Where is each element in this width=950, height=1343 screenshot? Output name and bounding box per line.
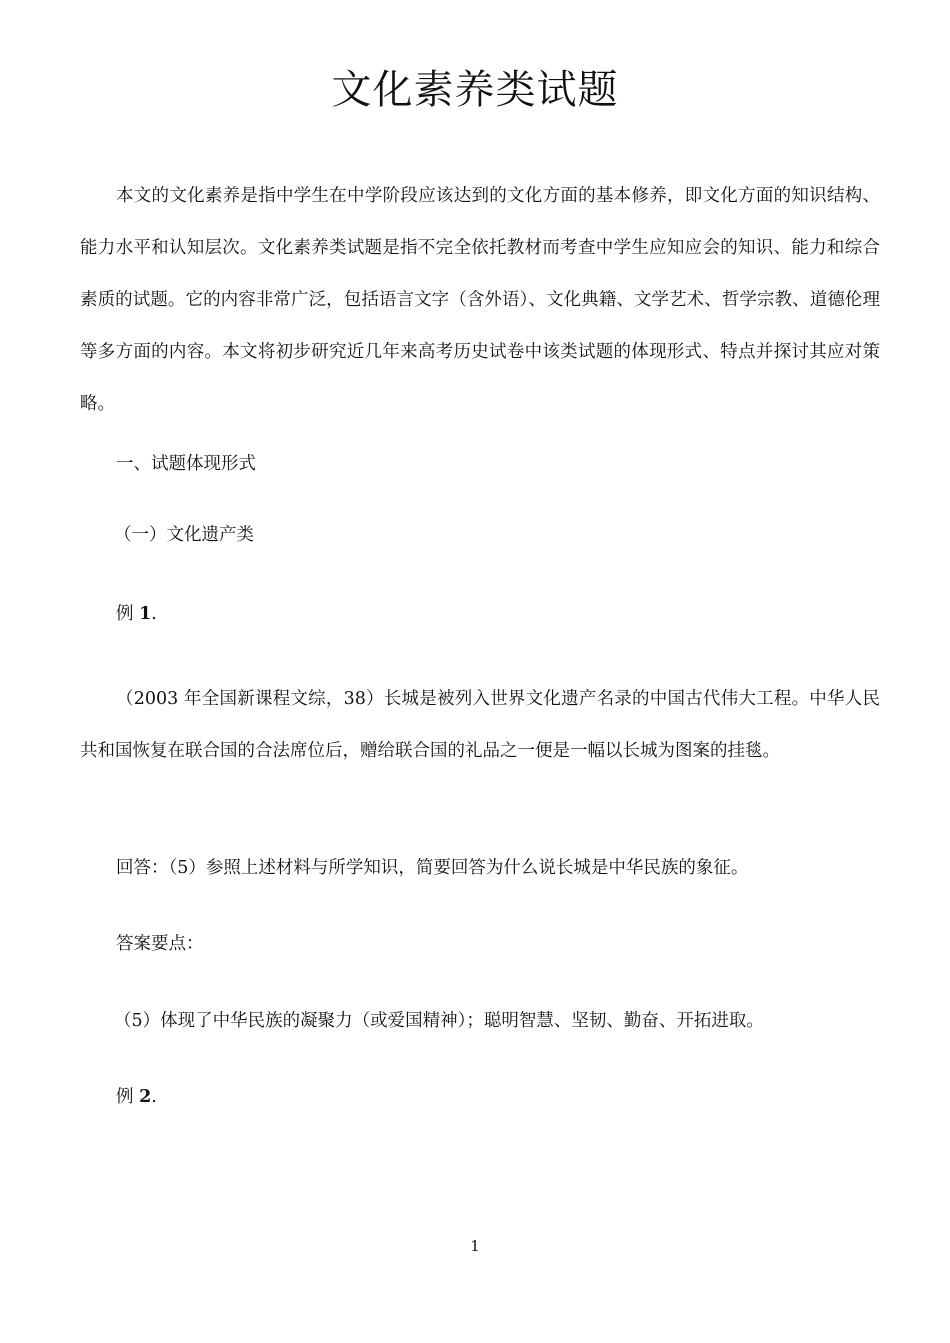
example-2-label [116, 1082, 157, 1112]
question-text: 回答：（5）参照上述材料与所学知识，简要回答为什么说长城是中华民族的象征。 [116, 858, 749, 878]
example-2-number: 2 [139, 1087, 152, 1107]
page-number: 1 [470, 1237, 480, 1255]
intro-paragraph: 本文的文化素养是指中学生在中学阶段应该达到的文化方面的基本修养，即文化方面的知识结构、能力水平和认知层次。文化素养类试题是指不完全依托教材而考查中学生应知应会的知识、能力和综合素质的试题。它的内容非常广泛，包括语言文字（含外语）、文化典籍、文学艺术、哲学宗教、道德伦理等多方面的内容。本文将初步研究近几年来高考历史试卷中该类试题的体现形式、特点并探讨其应对策略。 [80, 186, 880, 414]
answer-label: 答案要点： [116, 934, 204, 954]
example-1-number: 1 [139, 604, 152, 624]
example-2-prefix: 例 [116, 1087, 140, 1107]
example-2-suffix: . [151, 1087, 157, 1107]
answer-text: （5）体现了中华民族的凝聚力（或爱国精神）；聪明智慧、坚韧、勤奋、开拓进取。 [114, 1011, 764, 1031]
subsection-heading: （一）文化遗产类 [114, 525, 254, 545]
section-heading: 一、试题体现形式 [116, 454, 256, 474]
example-1-label [116, 599, 157, 629]
example-1-text: （2003 年全国新课程文综，38）长城是被列入世界文化遗产名录的中国古代伟大工程。中华人民共和国恢复在联合国的合法席位后，赠给联合国的礼品之一便是一幅以长城为图案的挂毯。 [80, 689, 880, 761]
example-1-suffix: . [151, 604, 157, 624]
document-title: 文化素养类试题 [331, 67, 619, 113]
example-1-prefix: 例 [116, 604, 140, 624]
